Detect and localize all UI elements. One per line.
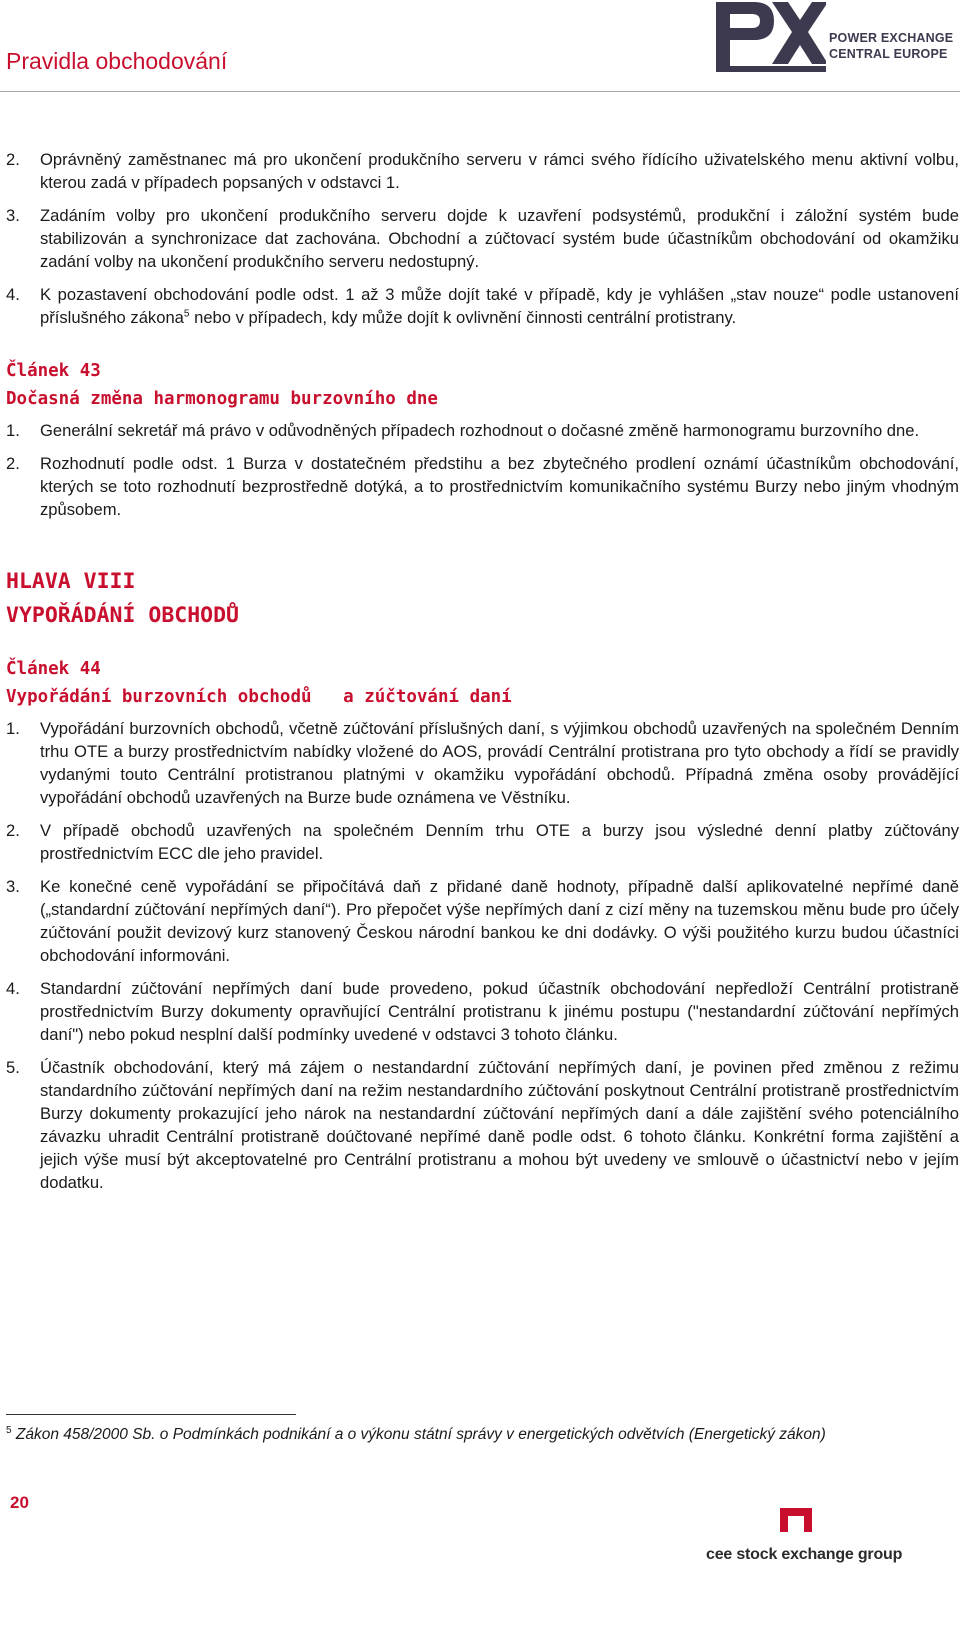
footnote: $^5$ Zákon 458/2000 Sb. o Podmínkách podnikání a o výkonu státní správy v energetických odvětvích (Energetický zákon) [6, 1424, 826, 1443]
paragraph-2: 2. Oprávněný zaměstnanec má pro ukončení produkčního serveru v rámci svého řídícího uživatelského menu aktivní volbu, kterou zadá v případech popsaných v odstavci 1. [6, 150, 959, 192]
article-44-paragraph-2: 2. V případě obchodů uzavřených na společném Denním trhu OTE a burzy jsou výsledné denní platby zúčtovány prostřednictvím ECC dle jeho pravidel. [6, 821, 959, 863]
document-title: Pravidla obchodování [6, 48, 228, 74]
power-exchange-logo [716, 2, 960, 74]
part-8-heading [6, 565, 959, 633]
footnote-divider [6, 1414, 296, 1415]
article-number: Článek 44 [6, 659, 101, 679]
paragraph-3: 3. Zadáním volby pro ukončení produkčního serveru dojde k uzavření podsystémů, produkční i záložní systém bude stabilizován a synchronizace dat zachována. Obchodní a zúčtovací systém bude účastníkům obchodování od okamžiku zadání volby na ukončení produkčního serveru nedostupný. [6, 206, 959, 271]
article-44-heading [6, 655, 959, 711]
header-divider [0, 91, 960, 92]
cee-stock-exchange-logo [706, 1500, 960, 1629]
article-number: Článek 43 [6, 361, 101, 381]
footnote-mark: 5 [6, 1424, 12, 1436]
article-43-paragraph-2: 2. Rozhodnutí podle odst. 1 Burza v dostatečném předstihu a bez zbytečného prodlení oznámí účastníkům obchodování, kterých se toto rozhodnutí bezprostředně dotýká, a to prostřednictvím komunikačního systému Burzy nebo jiným vhodným způsobem. [6, 454, 959, 519]
cee-logo-text: cee stock exchange group [706, 1546, 903, 1563]
part-number: HLAVA VIII [6, 569, 136, 594]
page-header [0, 0, 960, 95]
article-43-paragraph-1: 1. Generální sekretář má právo v odůvodněných případech rozhodnout o dočasné změně harmonogramu burzovního dne. [6, 421, 920, 440]
article-44-paragraph-5: 5. Účastník obchodování, který má zájem o nestandardní zúčtování nepřímých daní, je povinen před změnou z režimu standardního zúčtování nepřímých daní na režim nestandardního zúčtování poskytnout Centrální protistraně prostřednictvím Burzy dokumenty prokazující jeho nárok na nestandardní zúčtování nepřímých daní a dále zajištění svého potenciálního závazku uhradit Centrální protistraně doúčtované nepřímé daně podle odst. 6 tohoto článku. Konkrétní forma zajištění a jejich výše musí být akceptovatelné pro Centrální protistranu a mohou být uvedeny ve smlouvě o účastnictví nebo v jejím dodatku. [6, 1058, 959, 1192]
article-44-paragraph-3: 3. Ke konečné ceně vypořádání se připočítává daň z přidané daně hodnoty, případně další aplikovatelné nepřímé daně („standardní zúčtování nepřímých daní“). Pro přepočet výše nepřímých daní z cizí měny na tuzemskou měnu bude pro účely zúčtování použit devizový kurz stanovený Českou národní bankou ke dni dodávky. O výši použitého kurzu budou účastníci obchodování informováni. [6, 877, 959, 965]
part-title: VYPOŘÁDÁNÍ OBCHODŮ [6, 603, 239, 628]
article-44-paragraph-1: 1. Vypořádání burzovních obchodů, včetně zúčtování příslušných daní, s výjimkou obchodů uzavřených na společném Denním trhu OTE a burzy prostřednictvím nabídky vložené do AOS, provádí Centrální protistrana pro tyto obchody a řídí se pravidly vydanými touto Centrální protistranou platnými v okamžiku vypořádání obchodů. Případná změna osoby provádějící vypořádání obchodů uzavřených na Burze bude oznámena ve Věstníku. [6, 719, 959, 807]
paragraph-4: 4. K pozastavení obchodování podle odst. 1 až 3 může dojít také v případě, kdy je vyhlášen „stav nouze“ podle ustanovení příslušného zákona$^5$ nebo v případech, kdy může dojít k ovlivnění činnosti centrální protistrany. [6, 285, 959, 327]
cee-logo-mark [776, 1500, 816, 1540]
page-number: 20 [10, 1493, 29, 1512]
pxe-logo-mark [716, 2, 826, 74]
article-43-heading [6, 357, 959, 413]
pxe-logo-text: POWER EXCHANGE CENTRAL EUROPE [829, 31, 954, 61]
document-body [6, 148, 959, 1204]
article-44-paragraph-4: 4. Standardní zúčtování nepřímých daní bude provedeno, pokud účastník obchodování nepředloží Centrální protistraně prostřednictvím Burzy dokumenty opravňující Centrální protistranu k jinému postupu ("nestandardní zúčtování nepřímých daní") nebo pokud nesplní další podmínky uvedené v odstavci 3 tohoto článku. [6, 979, 959, 1044]
article-title: Vypořádání burzovních obchodů a zúčtování daní [6, 687, 512, 707]
article-title: Dočasná změna harmonogramu burzovního dne [6, 389, 438, 409]
footnote-reference[interactable]: 5 [183, 308, 190, 320]
